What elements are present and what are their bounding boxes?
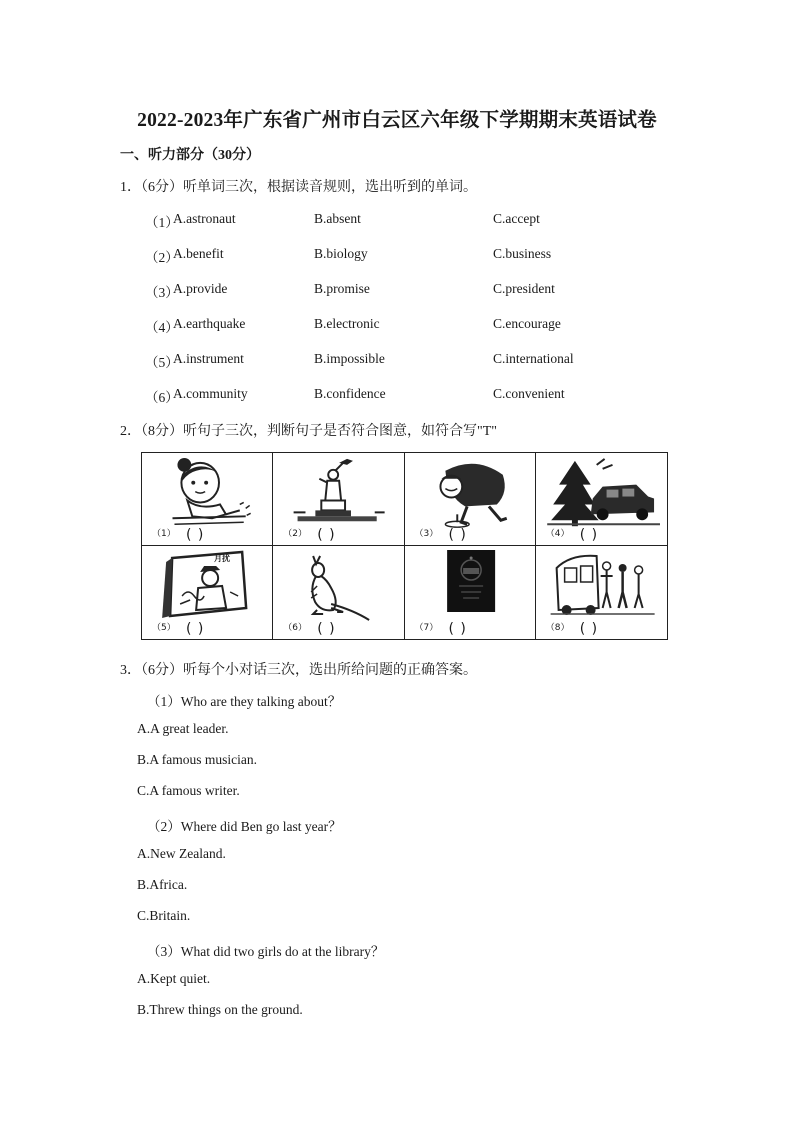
q1-option-a: A.earthquake	[173, 316, 246, 331]
q3-sub-question-3: （3）What did two girls do at the library？	[147, 944, 385, 959]
q1-option-c: C.international	[493, 351, 574, 366]
answer-blank[interactable]: ( )	[317, 527, 336, 543]
q1-option-b: B.electronic	[314, 316, 380, 331]
q1-row-number: （5）	[145, 355, 179, 370]
picture-number: （8）	[545, 623, 570, 633]
picture-number: （2）	[283, 529, 307, 539]
question-2-stem: 2．（8分）听句子三次，判断句子是否符合图意，如符合写"T"	[120, 424, 497, 439]
q1-option-a: A.benefit	[173, 246, 224, 261]
q1-option-c: C.accept	[493, 211, 540, 226]
q3-1-option-c: C.A famous writer.	[137, 783, 240, 798]
answer-blank[interactable]: ( )	[186, 621, 205, 637]
q1-option-c: C.convenient	[493, 386, 565, 401]
q1-option-b: B.biology	[314, 246, 368, 261]
answer-blank[interactable]: ( )	[579, 527, 599, 543]
q1-option-b: B.confidence	[314, 386, 386, 401]
q3-sub-question-1: （1）Who are they talking about？	[147, 694, 342, 709]
q1-option-a: A.astronaut	[173, 211, 236, 226]
picture-cell-3	[405, 453, 536, 546]
q3-3-option-b: B.Threw things on the ground.	[137, 1002, 303, 1017]
picture-cell-5	[142, 546, 273, 639]
book-cover-title: 月扰	[214, 554, 230, 563]
q1-option-a: A.community	[173, 386, 248, 401]
q1-option-c: C.encourage	[493, 316, 561, 331]
answer-blank[interactable]: ( )	[579, 621, 599, 637]
section-heading-listening: 一、听力部分（30分）	[120, 148, 260, 163]
q1-option-b: B.impossible	[314, 351, 385, 366]
answer-blank[interactable]: ( )	[317, 621, 336, 637]
picture-cell-8	[536, 546, 667, 639]
q3-2-option-a: A.New Zealand.	[137, 846, 226, 861]
q3-sub-question-2: （2）Where did Ben go last year？	[147, 819, 342, 834]
q1-option-c: C.president	[493, 281, 555, 296]
picture-number: （6）	[283, 623, 307, 633]
q1-option-b: B.promise	[314, 281, 370, 296]
q3-3-option-a: A.Kept quiet.	[137, 971, 211, 986]
picture-number: （7）	[414, 623, 439, 633]
q1-row-number: （6）	[145, 390, 179, 405]
picture-number: （1）	[152, 529, 176, 539]
picture-cell-1	[142, 453, 273, 546]
question-1-stem: 1．（6分）听单词三次，根据读音规则，选出听到的单词。	[120, 180, 477, 195]
question-2-picture-grid	[141, 452, 668, 640]
picture-cell-7	[405, 546, 536, 639]
q3-2-option-b: B.Africa.	[137, 877, 188, 892]
q1-option-c: C.business	[493, 246, 552, 261]
q1-row-number: （4）	[145, 320, 179, 335]
answer-blank[interactable]: ( )	[186, 527, 205, 543]
picture-number: （5）	[152, 623, 176, 633]
q1-row-number: （1）	[145, 215, 179, 230]
question-3-stem: 3．（6分）听每个小对话三次，选出所给问题的正确答案。	[120, 663, 477, 678]
q1-option-a: A.provide	[173, 281, 228, 296]
page-title: 2022-2023年广东省广州市白云区六年级下学期期末英语试卷	[137, 110, 657, 131]
answer-blank[interactable]: ( )	[448, 527, 467, 543]
q1-row-number: （2）	[145, 250, 179, 265]
q3-1-option-a: A.A great leader.	[137, 721, 229, 736]
q3-1-option-b: B.A famous musician.	[137, 752, 257, 767]
picture-number: （4）	[545, 529, 570, 539]
picture-cell-6	[273, 546, 404, 639]
picture-number: （3）	[414, 529, 439, 539]
picture-cell-2	[273, 453, 404, 546]
answer-blank[interactable]: ( )	[448, 621, 467, 637]
q1-option-b: B.absent	[314, 211, 361, 226]
q1-row-number: （3）	[145, 285, 179, 300]
picture-cell-4	[536, 453, 667, 546]
q1-option-a: A.instrument	[173, 351, 244, 366]
q3-2-option-c: C.Britain.	[137, 908, 191, 923]
